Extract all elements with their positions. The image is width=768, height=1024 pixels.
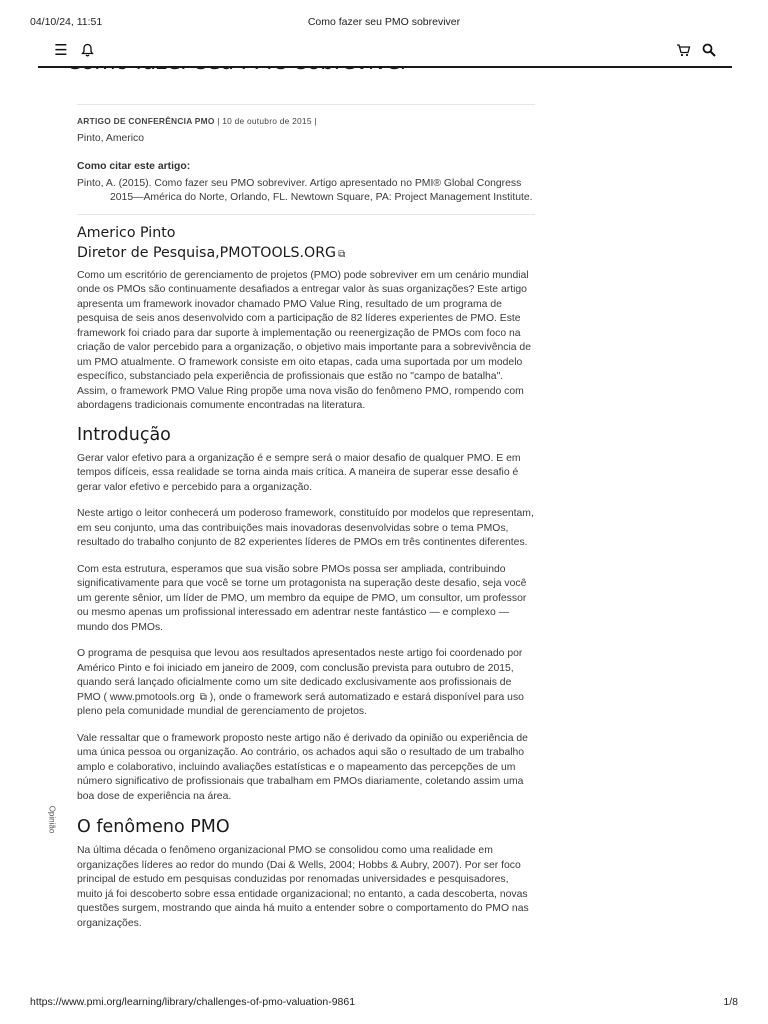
external-link-icon: ⧉ (199, 691, 207, 703)
print-url: https://www.pmi.org/learning/library/challenges-of-pmo-valuation-9861 (30, 996, 356, 1008)
print-page-title: Como fazer seu PMO sobreviver (307, 16, 461, 28)
external-link-icon: ⧉ (338, 248, 346, 260)
intro-paragraph-4-text-a: O programa de pesquisa que levou aos resultados apresentados neste artigo foi coordenado por Américo Pinto e foi iniciado em janeiro de 2009, com conclusão prevista para outubro de 2015, quando será lançado oficialmente como um site dedicado exclusivamente aos profissionais de PMO ( (77, 648, 523, 703)
author-line: Pinto, Americo (77, 132, 144, 144)
citation-text: Pinto, A. (2015). Como fazer seu PMO sobreviver. Artigo apresentado no PMI® Global Congress 2015—América do Norte, Orlando, FL. Newtown Square, PA: Project Management Institute. (77, 177, 533, 203)
menu-icon[interactable]: ☰ (54, 42, 68, 59)
intro-paragraph-2: Neste artigo o leitor conhecerá um poderoso framework, constituído por modelos que representam, em seu conjunto, uma das contribuições mais inovadoras desenvolvidas sobre o tema PMOs, resultado do trabalho conjunto de 82 experientes líderes de PMOs em três continentes diferentes. (77, 508, 534, 548)
divider (77, 214, 535, 215)
phenom-paragraph-1: Na última década o fenômeno organizacional PMO se consolidou como uma realidade em organizações líderes ao redor do mundo (Dai & Wells, 2004; Hobbs & Aubry, 2007). Por ser foco principal de estudo em pesquisas conduzidas por renomadas universidades e pesquisadores, muito já foi descoberto sobre essa entidade organizacional; no entanto, a cada descoberta, novas questões surgem, mostrando que ainda há muito a entender sobre o comportamento do PMO nas organizações. (77, 845, 529, 929)
author-name: Americo Pinto (77, 224, 176, 241)
intro-paragraph-4-text-b: ), onde o framework será automatizado e estará disponível para uso pleno pela comunidade mundial de gerenciamento de projetos. (77, 691, 524, 717)
article-body (77, 104, 535, 943)
bell-icon[interactable] (78, 41, 96, 59)
intro-paragraph-5: Vale ressaltar que o framework proposto neste artigo não é derivado da opinião ou experiência de uma única pessoa ou organização. Ao contrário, os achados aqui são o resultado de um trabalho amplo e colaborativo, incluindo avaliações estatísticas e o mapeamento das percepções de um número significativo de profissionais que trabalham em PMOs diariamente, coletando assim uma boa dose de experiência na área. (77, 732, 528, 802)
print-datetime: 04/10/24, 11:51 (30, 16, 103, 28)
pmotools-link[interactable]: www.pmotools.org (109, 691, 195, 703)
article-type-label: ARTIGO DE CONFERÊNCIA PMO (77, 116, 215, 126)
print-header (0, 16, 768, 30)
search-icon[interactable] (700, 41, 718, 59)
intro-paragraph-4 (77, 647, 535, 720)
article-date: | 10 de outubro de 2015 | (214, 116, 317, 126)
intro-paragraph-1: Gerar valor efetivo para a organização é e sempre será o maior desafio de qualquer PMO. E em tempos difíceis, essa realidade se torna ainda mais crítica. A maneira de superar esse desafio é gerar valor efetivo e percebido para a organização. (77, 452, 521, 493)
section-heading-introducao: Introdução (77, 424, 171, 445)
section-heading-fenomeno: O fenômeno PMO (77, 817, 230, 837)
intro-paragraph-3: Com esta estrutura, esperamos que sua visão sobre PMOs possa ser ampliada, contribuindo significativamente para que você se torne um protagonista na superação deste desafio, seja você um gerente sênior, um líder de PMO, um membro da equipe de PMO, um consultor, um professor ou mesmo apenas um profissional interessado em adentrar neste fantástico — e complexo — mundo dos PMOs. (77, 563, 527, 633)
abstract-paragraph: Como um escritório de gerenciamento de projetos (PMO) pode sobreviver em um cenário mundial onde os PMOs são continuamente desafiados a entregar valor às suas organizações? Este artigo apresenta um framework inovador chamado PMO Value Ring, resultado de um programa de pesquisa de seis anos desenvolvido com a participação de 82 líderes experientes de PMO. Este framework foi criado para dar suporte à implementação ou reenergização de PMOs com foco na criação de valor percebido para a organização, o objetivo mais importante para a sobrevivência de um PMO atualmente. O framework consiste em oito etapas, cada uma suportada por um modelo específico, substanciado pela experiência de profissionais que estão no "campo de batalha". Assim, o framework PMO Value Ring propõe uma nova visão do fenômeno PMO, rompendo com abordagens tradicionais comumente encontradas na literatura. (77, 269, 531, 411)
author-role (77, 243, 535, 265)
opinion-tab[interactable]: Opinião (47, 805, 57, 834)
article-meta (77, 114, 535, 129)
site-navbar (38, 36, 732, 68)
print-page-number: 1/8 (723, 996, 738, 1008)
author-role-link[interactable]: Diretor de Pesquisa,PMOTOOLS.ORG (77, 244, 337, 261)
cart-icon[interactable] (674, 41, 692, 59)
citation-heading: Como citar este artigo: (77, 161, 191, 172)
divider (77, 104, 535, 105)
